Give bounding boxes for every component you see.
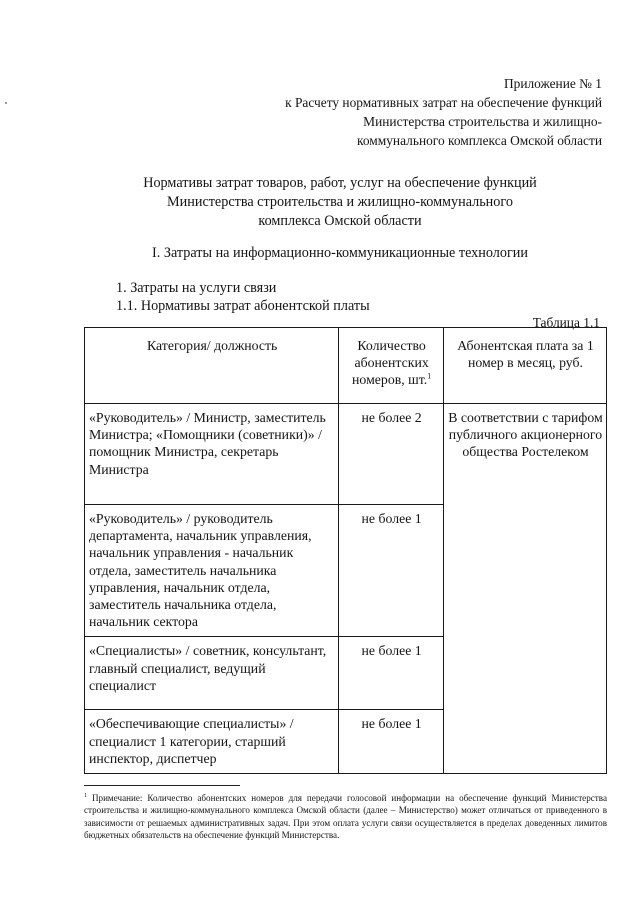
row-quantity: не более 1 xyxy=(339,710,444,774)
title-line: комплекса Омской области xyxy=(258,213,422,229)
row-quantity: не более 2 xyxy=(339,404,444,505)
document-title xyxy=(90,174,590,231)
appendix-line: Министерства строительства и жилищно- xyxy=(363,114,602,129)
table-caption: Таблица 1.1 xyxy=(532,315,600,330)
row-quantity: не более 1 xyxy=(339,505,444,637)
title-line: Нормативы затрат товаров, работ, услуг на обеспечение функций xyxy=(143,175,537,191)
footnote-mark: 1 xyxy=(84,793,87,799)
footnote xyxy=(84,790,607,842)
scan-mark xyxy=(5,102,7,104)
row-quantity: не более 1 xyxy=(339,637,444,710)
row-category: «Руководитель» / Министр, заместитель Министра; «Помощники (советники)» /помощник Министра, секретарь Министра xyxy=(85,404,339,505)
title-line: Министерства строительства и жилищно-коммунального xyxy=(167,194,513,210)
appendix-line: Приложение № 1 xyxy=(503,76,602,91)
fee-cell: В соответствии с тарифом публичного акционерного общества Ростелеком xyxy=(443,404,606,774)
appendix-line: к Расчету нормативных затрат на обеспечение функций xyxy=(285,95,602,110)
subsection-heading-1-1: 1.1. Нормативы затрат абонентской платы xyxy=(116,298,370,314)
appendix-line: коммунального комплекса Омской области xyxy=(357,133,602,148)
row-category: «Руководитель» / руководитель департамента, начальник управления, начальник управления - начальник отдела, заместитель начальника управления, начальник отдела, заместитель начальника отдела, начальник сектора xyxy=(85,505,339,637)
header-category: Категория/ должность xyxy=(85,328,339,404)
footnote-divider xyxy=(84,785,240,786)
norms-table xyxy=(84,327,607,774)
footnote-text: Примечание: Количество абонентских номеров для передачи голосовой информации на обеспечение функций Министерства строительства и жилищно-коммунального комплекса Омской области (далее – Министерство) может отличаться от приведенного в зависимости от решаемых административных задач. При этом оплата услуги связи осуществляется в пределах доведенных лимитов бюджетных обязательств на обеспечение функций Министерства. xyxy=(84,793,607,841)
table-row xyxy=(85,404,607,505)
subsection-heading-1: 1. Затраты на услуги связи xyxy=(116,280,277,296)
appendix-header xyxy=(285,74,602,150)
section-heading: I. Затраты на информационно-коммуникационные технологии xyxy=(152,245,528,261)
row-category: «Обеспечивающие специалисты» / специалист 1 категории, старший инспектор, диспетчер xyxy=(85,710,339,774)
header-quantity: Количество абонентских номеров, шт.$^1$ xyxy=(339,328,444,404)
header-fee: Абонентская плата за 1 номер в месяц, руб. xyxy=(443,328,606,404)
table-header-row xyxy=(85,328,607,404)
footnote-reference: 1 xyxy=(427,371,432,381)
row-category: «Специалисты» / советник, консультант, главный специалист, ведущий специалист xyxy=(85,637,339,710)
